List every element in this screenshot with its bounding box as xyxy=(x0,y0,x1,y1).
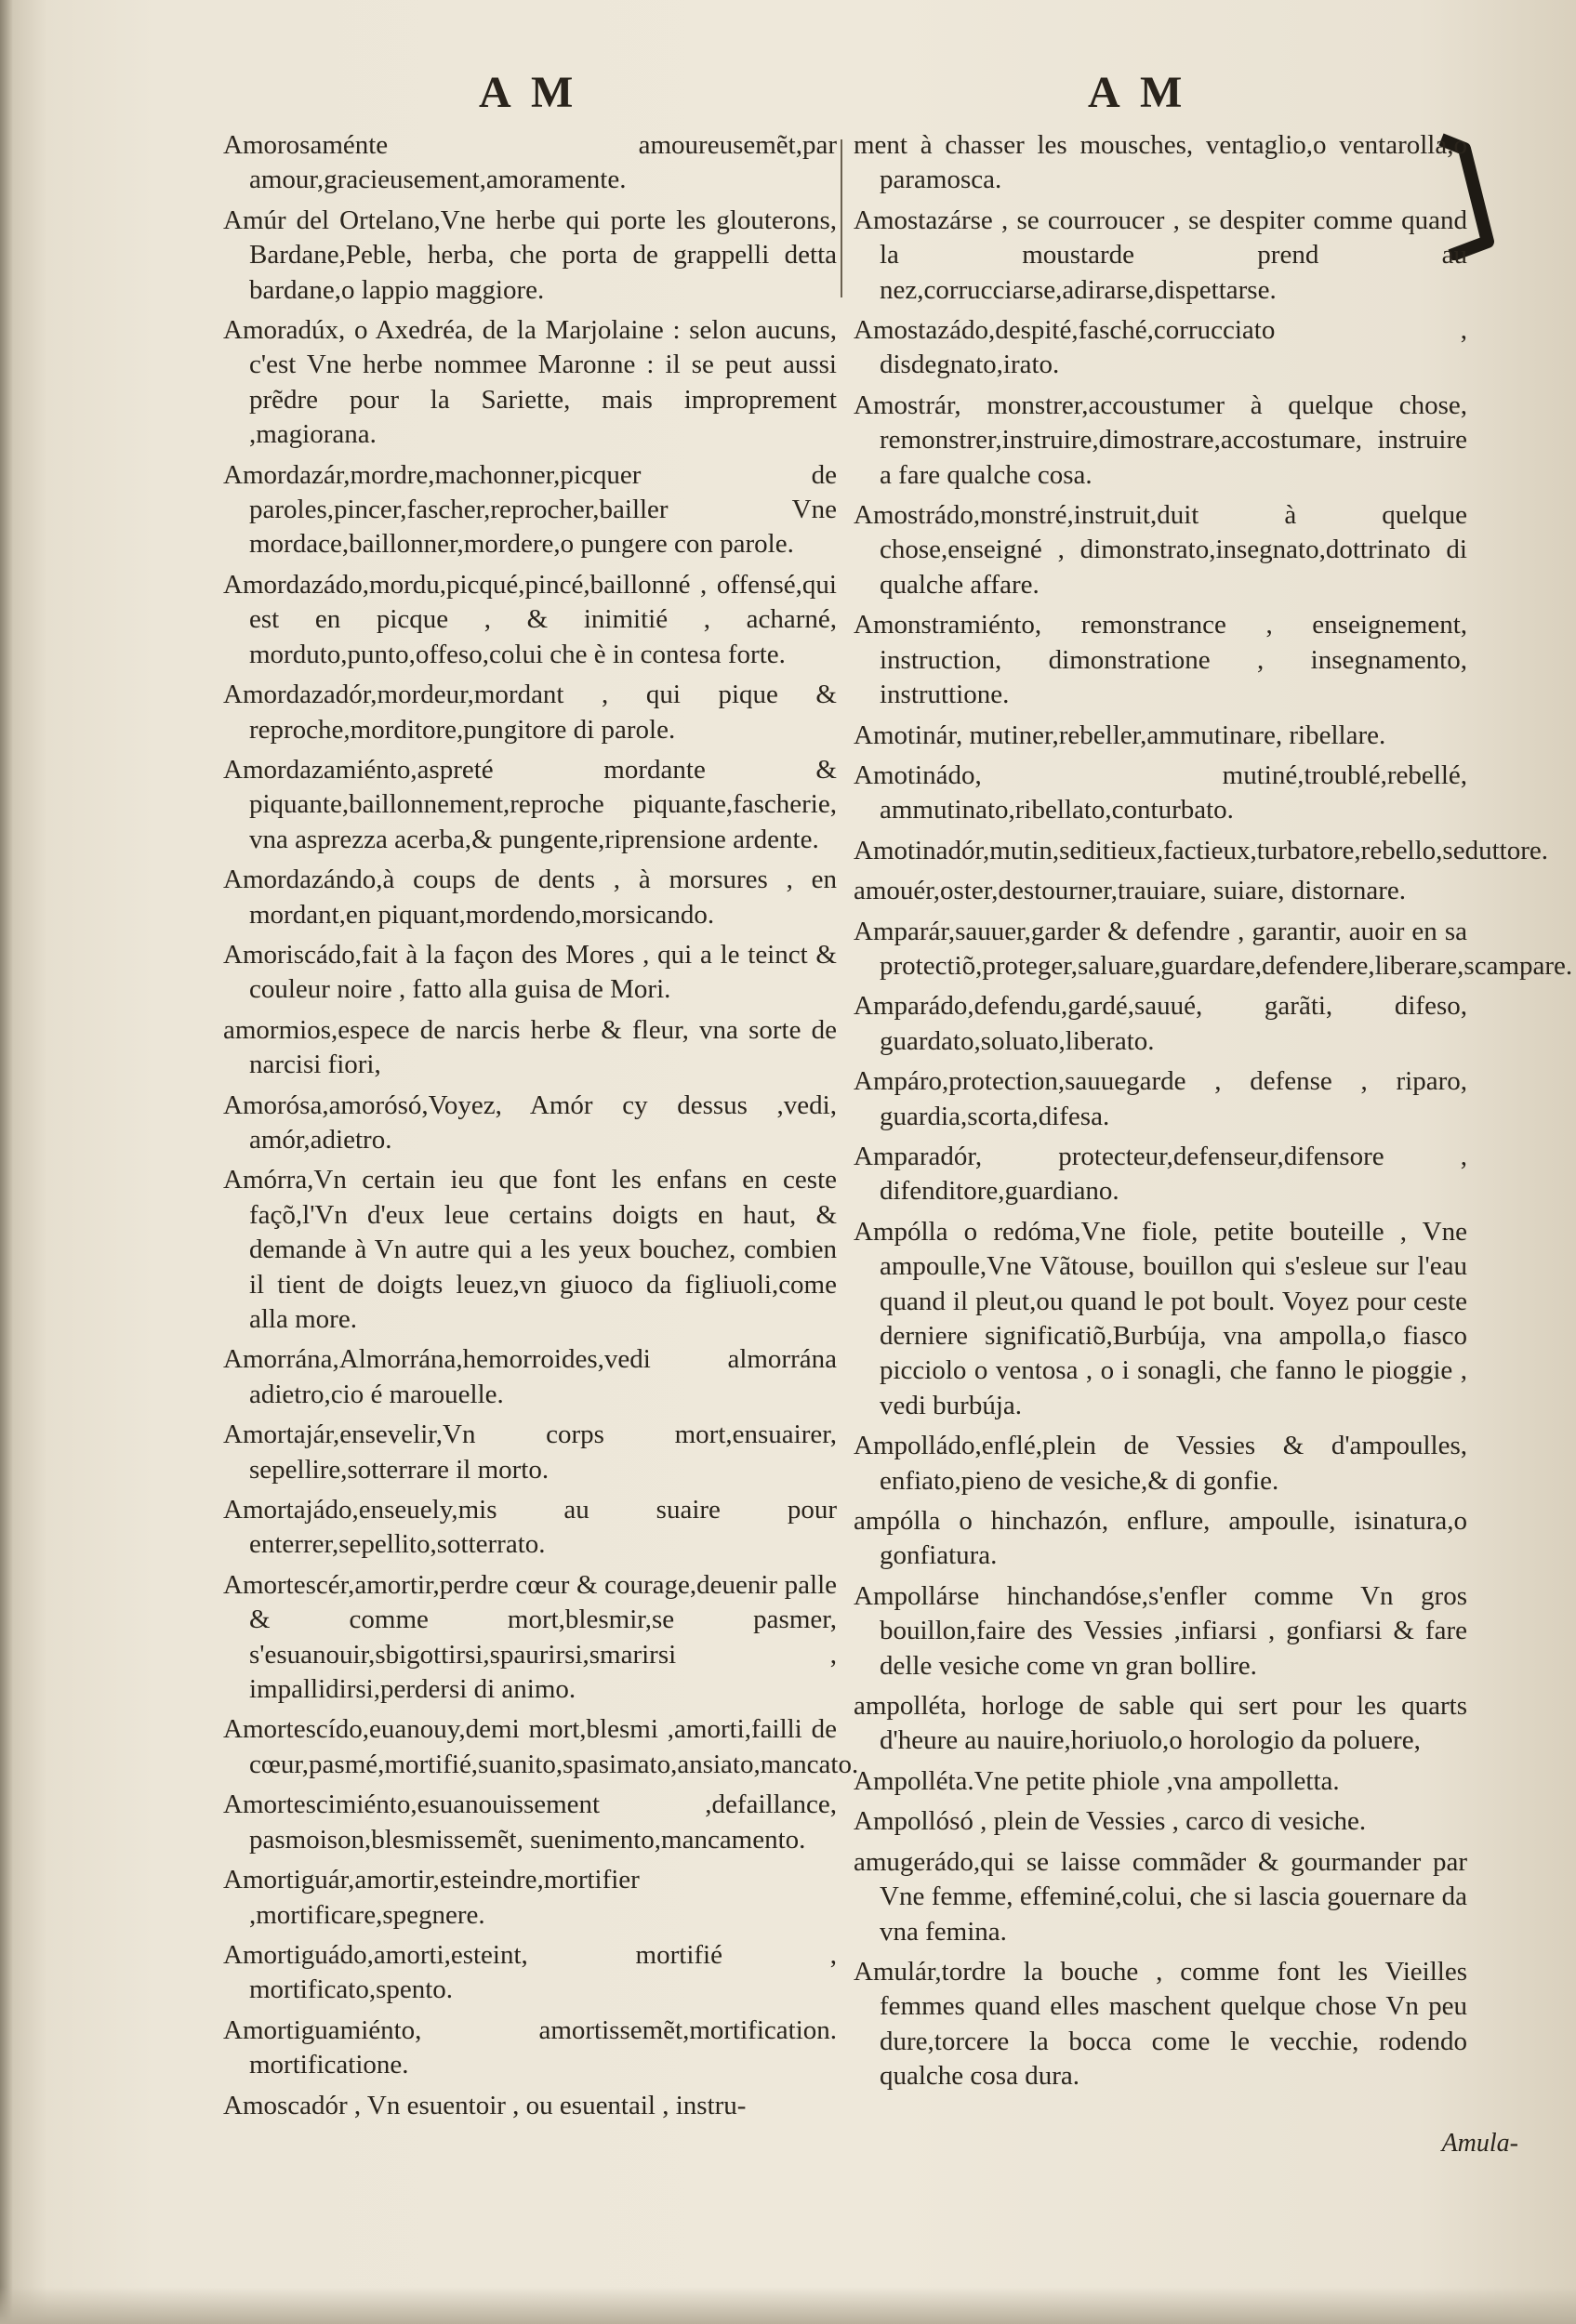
dictionary-entry: Amordazamiénto,aspreté mordante & piquante,baillonnement,reproche piquante,fascherie, vna asprezza acerba,& pungente,riprensione ardente. xyxy=(223,754,837,854)
dictionary-entry: Amorósa,amorósó,Voyez, Amór cy dessus ,vedi, amór,adietro. xyxy=(223,1089,837,1155)
catchword: Amula- xyxy=(1441,2129,1518,2158)
dictionary-entry: amormios,espece de narcis herbe & fleur, vna sorte de narcisi fiori, xyxy=(223,1014,837,1080)
dictionary-entry: Amortescído,euanouy,demi mort,blesmi ,amorti,failli de cœur,pasmé,mortifié,suanito,spasimato,ansiato,mancato. xyxy=(223,1714,859,1779)
dictionary-entry: Amulár,tordre la bouche , comme font les Vieilles femmes quand elles maschent quelque chose Vn peu dure,torcere la bocca come le vecchie, rodendo qualche cosa dura. xyxy=(854,1956,1467,2092)
dictionary-entry: Amortescér,amortir,perdre cœur & courage,deuenir palle & comme mort,blesmir,se pasmer, s'esuanouir,sbigottirsi,spaurirsi,smarirsi , impallidirsi,perdersi di animo. xyxy=(223,1569,837,1705)
running-header-left: A M xyxy=(479,68,579,117)
running-header-right: A M xyxy=(1088,68,1188,117)
dictionary-entry: Amortiguádo,amorti,esteint, mortifié , mortificato,spento. xyxy=(223,1939,837,2005)
dictionary-entry: Amorrána,Almorrána,hemorroides,vedi almorrána adietro,cio é marouelle. xyxy=(223,1344,837,1409)
dictionary-entry: Amúr del Ortelano,Vne herbe qui porte les glouterons, Bardane,Peble, herba, che porta de grappelli detta bardane,o lappio maggiore. xyxy=(223,205,837,305)
left-column xyxy=(223,128,859,2129)
column-divider xyxy=(841,139,842,297)
dictionary-entry: Amotinádo, mutiné,troublé,rebellé, ammutinato,ribellato,conturbato. xyxy=(854,759,1467,825)
dictionary-entry: Amoscadór , Vn esuentoir , ou esuentail , instru- xyxy=(223,2090,747,2120)
dictionary-entry: Amotinadór,mutin,seditieux,factieux,turbatore,rebello,seduttore. xyxy=(854,835,1548,865)
dictionary-entry: Amparádo,defendu,gardé,sauué, garãti, difeso, guardato,soluato,liberato. xyxy=(854,991,1467,1056)
right-column xyxy=(854,128,1573,2100)
dictionary-entry: Amoriscádo,fait à la façon des Mores , qui a le teinct & couleur noire , fatto alla guisa de Mori. xyxy=(223,939,837,1005)
dictionary-entry: Amostrádo,monstré,instruit,duit à quelque chose,enseigné , dimonstrato,insegnato,dottrinato di qualche affare. xyxy=(854,500,1467,600)
dictionary-entry: Ampolléta.Vne petite phiole ,vna ampolletta. xyxy=(854,1765,1340,1796)
dictionary-entry: Amostazárse , se courroucer , se despiter comme quand la moustarde prend au nez,corrucciarse,adirarse,dispettarse. xyxy=(854,205,1467,305)
dictionary-entry: Amortescimiénto,esuanouissement ,defaillance, pasmoison,blesmissemẽt, suenimento,mancamento. xyxy=(223,1789,837,1855)
dictionary-entry: Ampólla o redóma,Vne fiole, petite bouteille , Vne ampoulle,Vne Vãtouse, bouillon qui s'esleue sur l'eau quand il pleut,ou quand le pot boult. Voyez pour ceste derniere significatiõ,Burbúja, vna ampolla,o fiasco picciolo o ventosa , o i sonagli, che fanno le pioggie , vedi burbúja. xyxy=(854,1216,1467,1420)
dictionary-entry: Amortajár,ensevelir,Vn corps mort,ensuairer, sepellire,sotterrare il morto. xyxy=(223,1419,837,1485)
dictionary-entry: Amortiguamiénto, amortissemẽt,mortification. mortificatione. xyxy=(223,2014,837,2080)
dictionary-entry: amouér,oster,destourner,trauiare, suiare, distornare. xyxy=(854,876,1406,906)
dictionary-entry: Amparár,sauuer,garder & defendre , garantir, auoir en sa protectiõ,proteger,saluare,guardare,defendere,liberare,scampare. xyxy=(854,916,1573,981)
dictionary-entry: Amotinár, mutiner,rebeller,ammutinare, ribellare. xyxy=(854,720,1386,750)
dictionary-entry: Amortiguár,amortir,esteindre,mortifier ,mortificare,spegnere. xyxy=(223,1865,640,1930)
dictionary-entry: Amordazadór,mordeur,mordant , qui pique & reproche,morditore,pungitore di parole. xyxy=(223,680,837,745)
dictionary-entry: Amparadór, protecteur,defenseur,difensore , difenditore,guardiano. xyxy=(854,1141,1467,1207)
dictionary-entry: Amorosaménte amoureusemẽt,par amour,gracieusement,amoramente. xyxy=(223,130,837,195)
dictionary-entry: Amortajádo,enseuely,mis au suaire pour enterrer,sepellito,sotterrato. xyxy=(223,1495,837,1560)
dictionary-entry: Ampáro,protection,sauuegarde , defense , riparo, guardia,scorta,difesa. xyxy=(854,1066,1467,1131)
dictionary-entry: Ampolládo,enflé,plein de Vessies & d'ampoulles, enfiato,pieno de vesiche,& di gonfie. xyxy=(854,1431,1467,1496)
dictionary-entry: Amoradúx, o Axedréa, de la Marjolaine : selon aucuns, c'est Vne herbe nommee Maronne : il se peut aussi prẽdre pour la Sariette, mais improprement ,magiorana. xyxy=(223,315,837,450)
dictionary-entry: amugerádo,qui se laisse commãder & gourmander par Vne femme, effeminé,colui, che si lascia gouernare da vna femina. xyxy=(854,1846,1467,1947)
dictionary-entry: Amordazándo,à coups de dents , à morsures , en mordant,en piquant,mordendo,morsicando. xyxy=(223,865,837,930)
binding-shadow xyxy=(0,0,13,2324)
dictionary-entry: Ampollárse hinchandóse,s'enfler comme Vn gros bouillon,faire des Vessies ,infiarsi , gonfiarsi & fare delle vesiche come vn gran bollire. xyxy=(854,1580,1467,1681)
dictionary-entry: Amórra,Vn certain ieu que font les enfans en ceste façõ,l'Vn d'eux leue certains doigts en haut, & demande à Vn autre qui a les yeux bouchez, combien il tient de doigts leuez,vn giuoco da figliuoli,come alla more. xyxy=(223,1165,837,1334)
dictionary-entry: Amonstramiénto, remonstrance , enseignement, instruction, dimonstratione , insegnamento, instruttione. xyxy=(854,610,1467,710)
dictionary-entry: Amordazár,mordre,machonner,picquer de paroles,pincer,fascher,reprocher,bailler Vne mordace,baillonner,mordere,o pungere con parole. xyxy=(223,459,837,560)
dictionary-entry: Amostazádo,despité,fasché,corrucciato , disdegnato,irato. xyxy=(854,315,1467,380)
bottom-edge-shadow xyxy=(0,2287,1576,2324)
dictionary-entry: ampólla o hinchazón, enflure, ampoulle, isinatura,o gonfiatura. xyxy=(854,1506,1467,1571)
dictionary-entry: ampolléta, horloge de sable qui sert pour les quarts d'heure au nauire,horiuolo,o horologio da poluere, xyxy=(854,1691,1467,1756)
dictionary-entry: Amordazádo,mordu,picqué,pincé,baillonné , offensé,qui est en picque , & inimitié , acharné, morduto,punto,offeso,colui che è in contesa forte. xyxy=(223,569,837,669)
dictionary-entry: ment à chasser les mousches, ventaglio,o ventarolla,o paramosca. xyxy=(854,130,1467,195)
dictionary-entry: Amostrár, monstrer,accoustumer à quelque chose, remonstrer,instruire,dimostrare,accostumare, instruire a fare qualche cosa. xyxy=(854,390,1467,490)
dictionary-entry: Ampollósó , plein de Vessies , carco di vesiche. xyxy=(854,1806,1367,1837)
